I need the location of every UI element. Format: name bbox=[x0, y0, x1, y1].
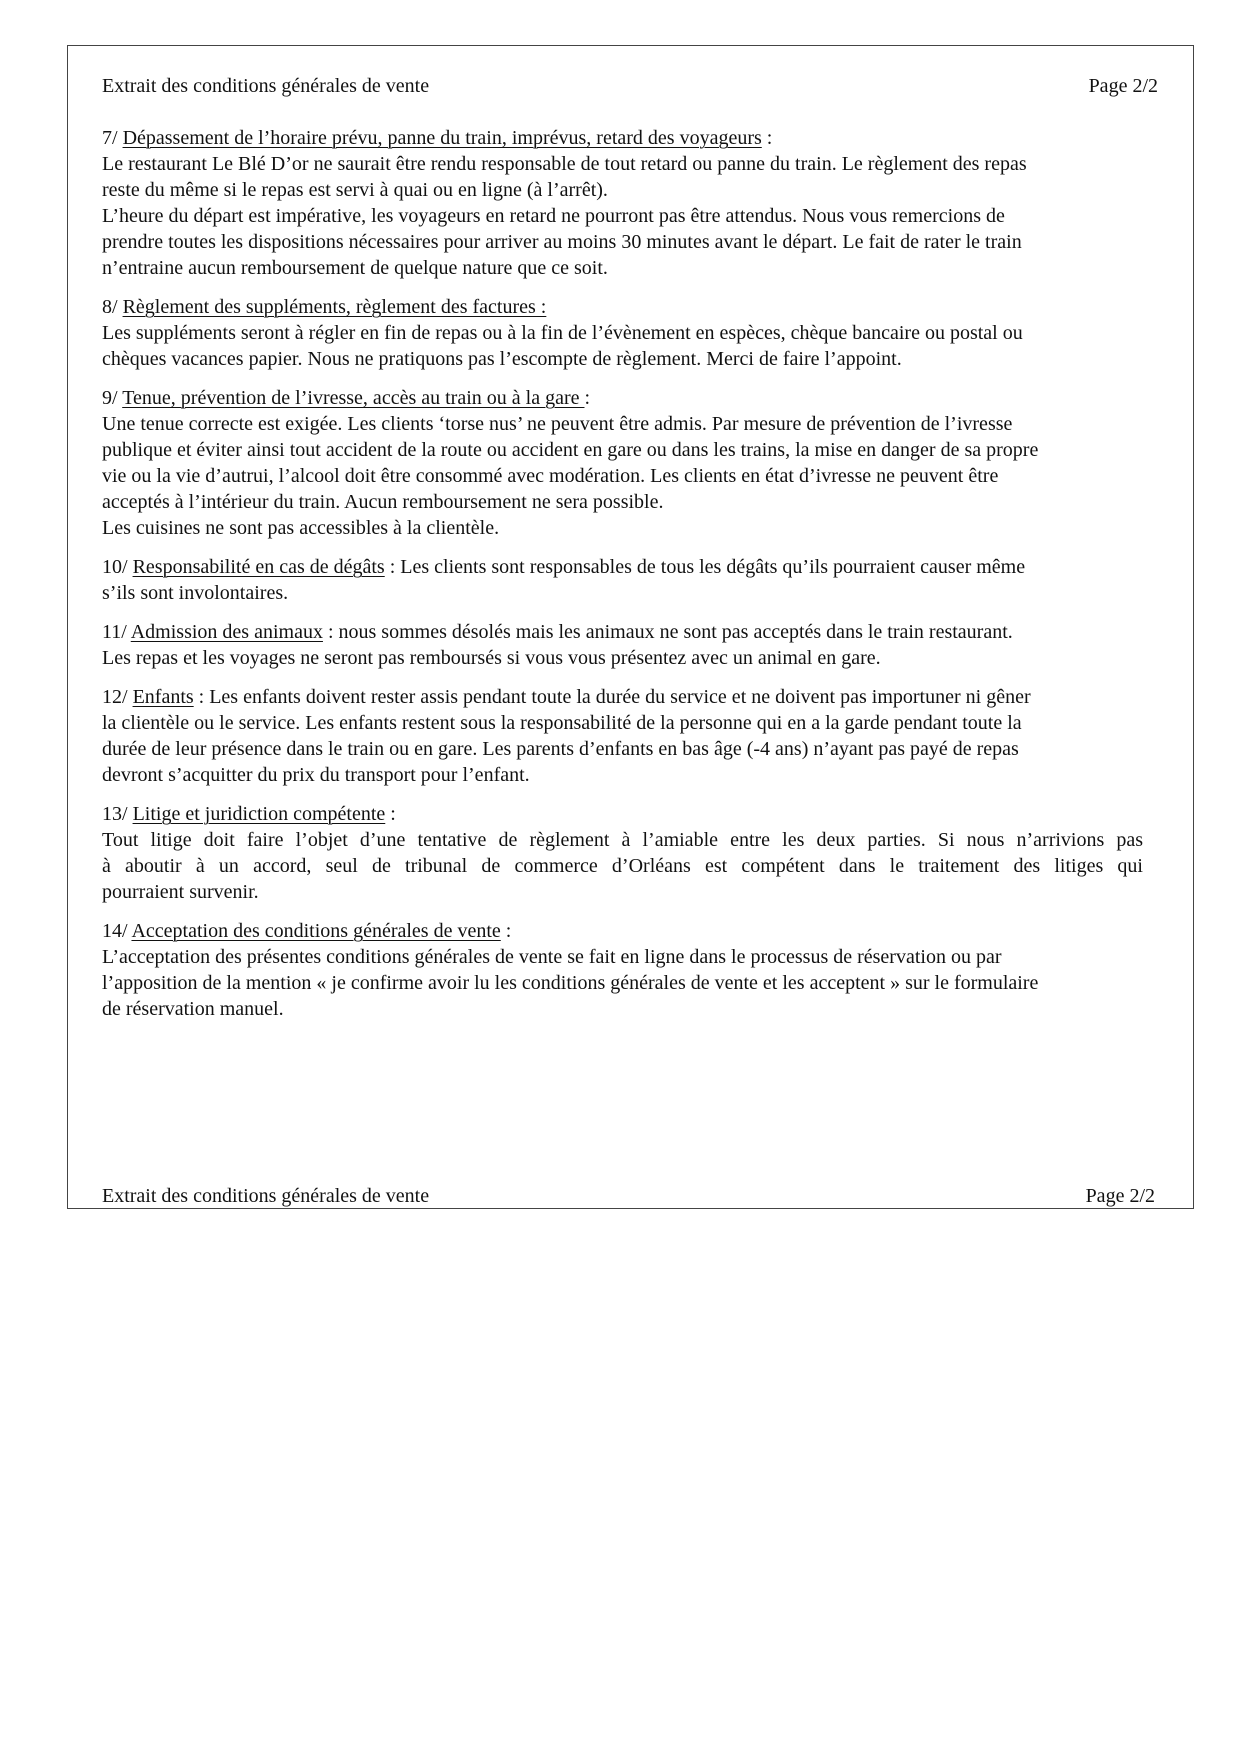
section-10 bbox=[102, 554, 1182, 606]
section-line: s’ils sont involontaires. bbox=[102, 582, 289, 604]
section-title: Admission des animaux bbox=[130, 621, 323, 643]
section-heading: 12/ Enfants : Les enfants doivent rester assis pendant toute la durée du service et ne doivent pas importuner ni gêner bbox=[102, 686, 1031, 708]
section-heading: 9/ Tenue, prévention de l’ivresse, accès au train ou à la gare : bbox=[102, 387, 591, 409]
section-title: Tenue, prévention de l’ivresse, accès au train ou à la gare bbox=[122, 387, 585, 409]
section-line: Les cuisines ne sont pas accessibles à la clientèle. bbox=[102, 517, 500, 539]
section-line: l’apposition de la mention « je confirme avoir lu les conditions générales de vente et les acceptent » sur le formulaire bbox=[102, 972, 1039, 994]
section-9 bbox=[102, 385, 1182, 541]
section-line: vie ou la vie d’autrui, l’alcool doit être consommé avec modération. Les clients en état d’ivresse ne peuvent être bbox=[102, 465, 999, 487]
section-title: Règlement des suppléments, règlement des factures : bbox=[122, 296, 547, 318]
page-footer bbox=[102, 1183, 1155, 1209]
section-line: Les suppléments seront à régler en fin de repas ou à la fin de l’évènement en espèces, chèque bancaire ou postal ou bbox=[102, 322, 1023, 344]
section-line: la clientèle ou le service. Les enfants restent sous la responsabilité de la personne qui en a la garde pendant toute la bbox=[102, 712, 1022, 734]
section-line: reste du même si le repas est servi à quai ou en ligne (à l’arrêt). bbox=[102, 179, 608, 201]
section-line: Tout litige doit faire l’objet d’une tentative de règlement à l’amiable entre les deux parties. Si nous n’arrivions pas bbox=[102, 829, 1143, 851]
header-page-number: Page 2/2 bbox=[1088, 75, 1158, 97]
footer-page-number: Page 2/2 bbox=[1085, 1185, 1155, 1207]
section-line: pourraient survenir. bbox=[102, 881, 259, 903]
section-8 bbox=[102, 294, 1182, 372]
section-line: devront s’acquitter du prix du transport pour l’enfant. bbox=[102, 764, 530, 786]
section-heading: 8/ Règlement des suppléments, règlement des factures : bbox=[102, 296, 547, 318]
section-line: Les repas et les voyages ne seront pas remboursés si vous vous présentez avec un animal en gare. bbox=[102, 647, 881, 669]
page-header bbox=[102, 73, 1158, 99]
section-line: chèques vacances papier. Nous ne pratiquons pas l’escompte de règlement. Merci de faire l’appoint. bbox=[102, 348, 902, 370]
section-line: durée de leur présence dans le train ou en gare. Les parents d’enfants en bas âge (-4 ans) n’ayant pas payé de repas bbox=[102, 738, 1019, 760]
section-line: Une tenue correcte est exigée. Les clients ‘torse nus’ ne peuvent être admis. Par mesure de prévention de l’ivresse bbox=[102, 413, 1013, 435]
section-line: prendre toutes les dispositions nécessaires pour arriver au moins 30 minutes avant le départ. Le fait de rater le train bbox=[102, 231, 1022, 253]
section-line: publique et éviter ainsi tout accident de la route ou accident en gare ou dans les trains, la mise en danger de sa propre bbox=[102, 439, 1039, 461]
section-line: L’heure du départ est impérative, les voyageurs en retard ne pourront pas être attendus. Nous vous remercions de bbox=[102, 205, 1005, 227]
section-line: de réservation manuel. bbox=[102, 998, 284, 1020]
section-title: Responsabilité en cas de dégâts bbox=[132, 556, 385, 578]
section-heading: 11/ Admission des animaux : nous sommes désolés mais les animaux ne sont pas acceptés dans le train restaurant. bbox=[102, 621, 1013, 643]
section-13 bbox=[102, 801, 1182, 905]
section-line: n’entraine aucun remboursement de quelque nature que ce soit. bbox=[102, 257, 608, 279]
section-title: Dépassement de l’horaire prévu, panne du train, imprévus, retard des voyageurs bbox=[122, 127, 762, 149]
section-title: Enfants bbox=[132, 686, 194, 708]
section-heading: 7/ Dépassement de l’horaire prévu, panne du train, imprévus, retard des voyageurs : bbox=[102, 127, 773, 149]
section-line: à aboutir à un accord, seul de tribunal de commerce d’Orléans est compétent dans le traitement des litiges qui bbox=[102, 855, 1143, 877]
section-title: Litige et juridiction compétente bbox=[132, 803, 386, 825]
footer-title: Extrait des conditions générales de vente bbox=[102, 1185, 430, 1207]
section-12 bbox=[102, 684, 1182, 788]
section-14 bbox=[102, 918, 1182, 1022]
section-heading: 10/ Responsabilité en cas de dégâts : Les clients sont responsables de tous les dégâts qu’ils pourraient causer même bbox=[102, 556, 1026, 578]
header-title: Extrait des conditions générales de vente bbox=[102, 75, 430, 97]
section-7 bbox=[102, 125, 1182, 281]
section-11 bbox=[102, 619, 1182, 671]
section-line: Le restaurant Le Blé D’or ne saurait être rendu responsable de tout retard ou panne du train. Le règlement des repas bbox=[102, 153, 1027, 175]
section-heading: 14/ Acceptation des conditions générales de vente : bbox=[102, 920, 512, 942]
document-body bbox=[102, 125, 1182, 1035]
section-line: acceptés à l’intérieur du train. Aucun remboursement ne sera possible. bbox=[102, 491, 664, 513]
section-heading: 13/ Litige et juridiction compétente : bbox=[102, 803, 396, 825]
section-title: Acceptation des conditions générales de vente bbox=[131, 920, 501, 942]
section-line: L’acceptation des présentes conditions générales de vente se fait en ligne dans le processus de réservation ou par bbox=[102, 946, 1002, 968]
